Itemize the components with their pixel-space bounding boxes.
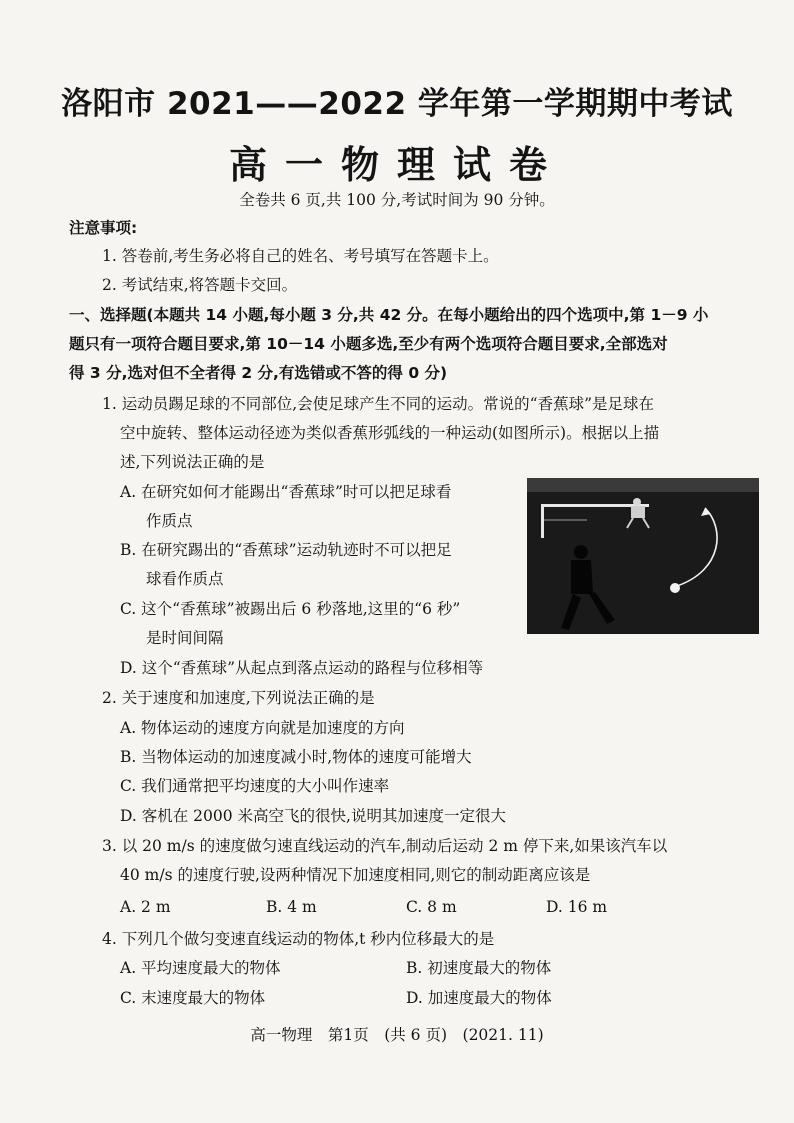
q1-option-c-line1: C. 这个“香蕉球”被踢出后 6 秒落地,这里的“6 秒” — [120, 600, 461, 618]
q1-option-c-line2: 是时间间隔 — [146, 629, 224, 647]
subject-title: 高一物理试卷 — [228, 143, 565, 187]
q1-option-a-line1: A. 在研究如何才能踢出“香蕉球”时可以把足球看 — [120, 483, 452, 501]
q2-stem: 2. 关于速度和加速度,下列说法正确的是 — [102, 689, 375, 707]
q2-option-b: B. 当物体运动的加速度减小时,物体的速度可能增大 — [120, 748, 472, 766]
q3-option-a: A. 2 m — [120, 898, 171, 916]
exam-info: 全卷共 6 页,共 100 分,考试时间为 90 分钟。 — [239, 191, 555, 209]
q3-option-c: C. 8 m — [406, 898, 457, 916]
q3-stem-line2: 40 m/s 的速度行驶,设两种情况下加速度相同,则它的制动距离应该是 — [120, 866, 591, 884]
section-instructions-line1: 一、选择题(本题共 14 小题,每小题 3 分,共 42 分。在每小题给出的四个选项中,第 1－9 小 — [69, 306, 709, 324]
q1-stem-line3: 述,下列说法正确的是 — [120, 453, 265, 471]
q3-stem-line1: 3. 以 20 m/s 的速度做匀速直线运动的汽车,制动后运动 2 m 停下来,如果该汽车以 — [102, 837, 668, 855]
q4-option-c: C. 末速度最大的物体 — [120, 989, 266, 1007]
notes-heading: 注意事项: — [69, 219, 138, 237]
banana-kick-photo — [527, 478, 759, 634]
section-instructions-line3: 得 3 分,选对但不全者得 2 分,有选错或不答的得 0 分) — [69, 364, 448, 382]
q2-option-c: C. 我们通常把平均速度的大小叫作速率 — [120, 777, 390, 795]
q1-option-a-line2: 作质点 — [146, 512, 193, 530]
q4-option-d: D. 加速度最大的物体 — [406, 989, 552, 1007]
page-footer: 高一物理 第1页 (共 6 页) (2021. 11) — [250, 1026, 544, 1044]
q3-option-b: B. 4 m — [266, 898, 317, 916]
q4-option-b: B. 初速度最大的物体 — [406, 959, 552, 977]
q3-option-d: D. 16 m — [546, 898, 608, 916]
q1-option-b-line2: 球看作质点 — [146, 570, 224, 588]
q4-stem: 4. 下列几个做匀变速直线运动的物体,t 秒内位移最大的是 — [102, 930, 495, 948]
q1-option-b-line1: B. 在研究踢出的“香蕉球”运动轨迹时不可以把足 — [120, 541, 452, 559]
q1-stem-line2: 空中旋转、整体运动径迹为类似香蕉形弧线的一种运动(如图所示)。根据以上描 — [120, 424, 660, 442]
q2-option-a: A. 物体运动的速度方向就是加速度的方向 — [120, 719, 405, 737]
note-item-1: 1. 答卷前,考生务必将自己的姓名、考号填写在答题卡上。 — [102, 247, 499, 265]
q1-stem-line1: 1. 运动员踢足球的不同部位,会使足球产生不同的运动。常说的“香蕉球”是足球在 — [102, 395, 654, 413]
q1-option-d: D. 这个“香蕉球”从起点到落点运动的路程与位移相等 — [120, 659, 484, 677]
q2-option-d: D. 客机在 2000 米高空飞的很快,说明其加速度一定很大 — [120, 807, 506, 825]
exam-title: 洛阳市 2021——2022 学年第一学期期中考试 — [61, 86, 733, 122]
note-item-2: 2. 考试结束,将答题卡交回。 — [102, 276, 298, 294]
q4-option-a: A. 平均速度最大的物体 — [120, 959, 281, 977]
section-instructions-line2: 题只有一项符合题目要求,第 10－14 小题多选,至少有两个选项符合题目要求,全部选对 — [69, 335, 668, 353]
